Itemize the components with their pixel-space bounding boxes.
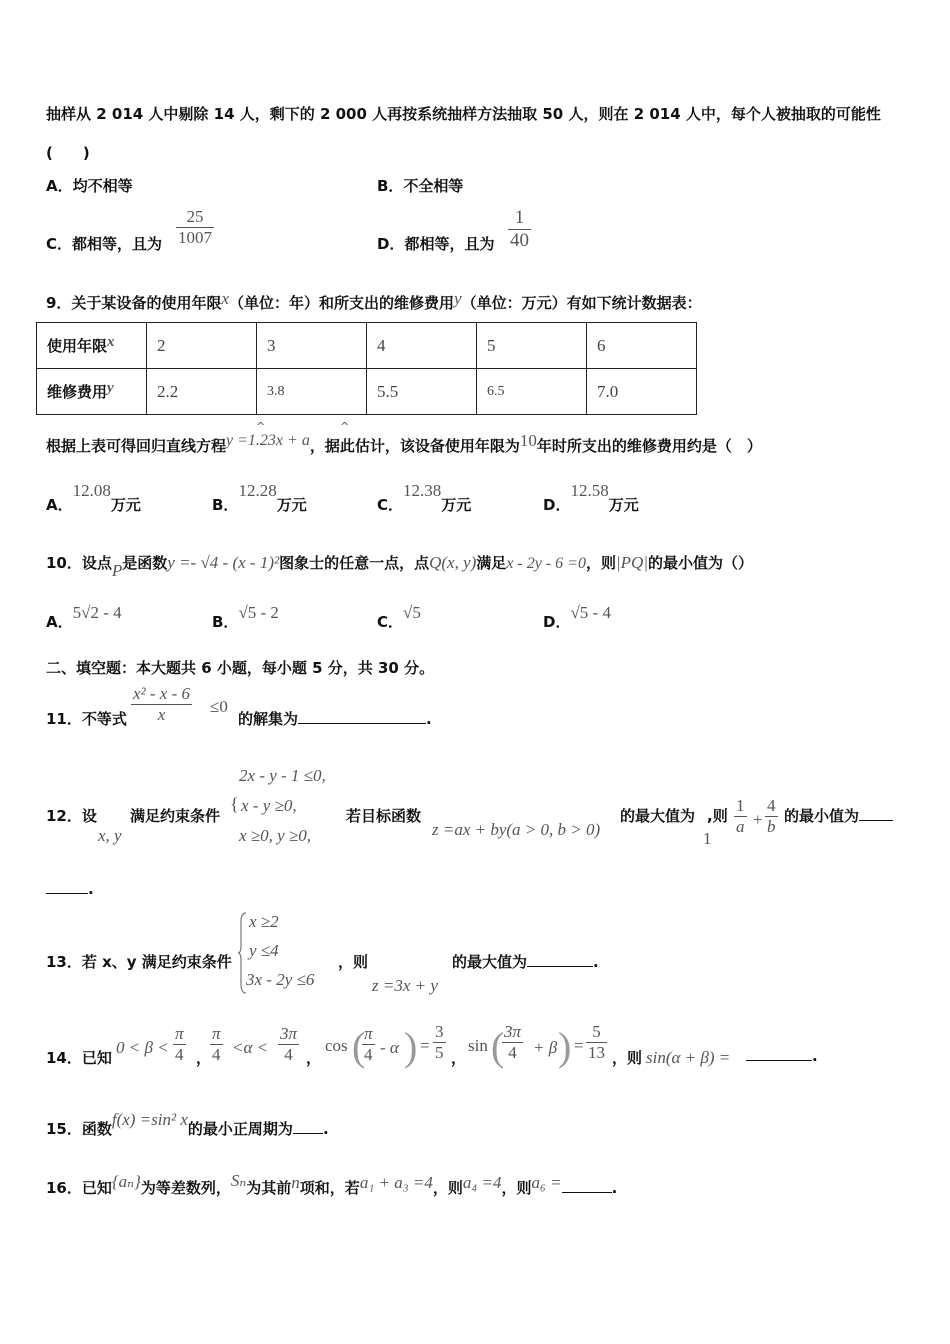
q10-point-q: Q(x, y) [429,553,477,572]
q9-regression-line [46,431,762,456]
q16-target: a₆ = [531,1173,562,1192]
q10-condition: x - 2y - 6 =0 [506,555,586,572]
q10-option-b: B．√5 - 2 [212,603,279,631]
q9-data-table [36,322,697,415]
q14-five-thirteenths: $\frac{5}{13}$ [588,1022,605,1062]
table-row-years [37,323,697,369]
q14-sin-inner: + β [533,1038,558,1057]
q10-distance-pq: |PQ| [615,553,648,572]
q13-constraint-2: y ≤4 [249,941,279,960]
q8-option-a: A．均不相等 [46,177,133,195]
q15-stem: 15．函数f(x) =sin² x的最小正周期为 . [46,1110,329,1138]
q12-objective: z =ax + by(a > 0, b > 0) [432,820,601,839]
q11-answer-blank[interactable] [298,723,426,724]
q12-plus: + [753,810,763,829]
q14-label: 14．已知 [46,1049,112,1067]
q12-fraction-2: $\frac{4}{b}$ [767,796,776,836]
q12-constraint-3: x ≥0, y ≥0, [239,826,312,845]
q9-var-x: x [221,289,229,308]
paren-left-icon-2: ( [491,1024,505,1069]
q9-option-a: A．12.08万元 [46,481,141,514]
q12-answer-blank-1[interactable] [859,820,893,821]
q9-line-part3: 年时所支出的维修费用约是（ ） [536,437,762,455]
q8-paren: ( ) [46,144,90,162]
q14-sin-3pi-over-4: $\frac{3\pi}{4}$ [504,1022,522,1062]
table-cell-cost: 6.5 [477,369,587,415]
q9-var-y: y [454,289,462,308]
q8-option-c-fraction [176,207,214,248]
paren-left-icon: ( [352,1024,366,1069]
section-heading-fill-in: 二、填空题：本大题共 6 小题，每小题 5 分，共 30 分。 [46,659,435,677]
q14-alpha-range: <α < [232,1038,269,1057]
q12-constraint-2: x - y ≥0, [241,796,297,815]
q10-point-p: P [111,561,123,580]
q16-condition-2: a₄ =4 [462,1173,502,1192]
q8-option-d-fraction [508,207,531,252]
table-row2-label: 维修费用y [37,369,147,415]
q12-max-label: 的最大值为 [620,807,696,825]
q15-answer-blank[interactable] [293,1133,323,1134]
q13-constraint-1: x ≥2 [249,912,279,931]
q12-vars: x, y [98,826,122,845]
q9-years-ten: 10 [519,431,537,450]
hat-a-icon: ^ [340,420,350,433]
q16-condition-1: a₁ + a₃ =4 [359,1173,433,1192]
q12-constraint-1: 2x - y - 1 ≤0, [239,766,326,785]
q9-line-part1: 根据上表可得回归直线方程 [46,437,227,455]
brace-icon: { [230,794,239,814]
q10-option-d: D．√5 - 4 [543,603,611,631]
q8-option-c: C．都相等，且为 [46,235,163,253]
q8-c-denominator: 1007 [178,228,212,247]
table-cell-cost: 2.2 [147,369,257,415]
q16-sequence: {aₙ} [111,1172,141,1191]
q12-answer-continued: . [46,880,94,898]
q12-constraint-label: 满足约束条件 [130,807,221,825]
table-cell-year: 5 [477,323,587,369]
q14-beta-range: 0 < β < [116,1038,169,1057]
q9-stem-part1: 9．关于某设备的使用年限 [46,294,222,312]
table-cell-cost: 7.0 [587,369,697,415]
q9-option-c: C．12.38万元 [377,481,472,514]
q8-option-d: D．都相等，且为 [377,235,495,253]
q13-label: 13．若 x、y 满足约束条件 [46,953,232,971]
table-cell-cost: 5.5 [367,369,477,415]
q14-sin: sin [468,1036,488,1055]
q12-fraction-1: $\frac{1}{a}$ [736,796,745,836]
q13-tail: 的最大值为 . [452,953,599,971]
q12-objective-label: 若目标函数 [346,807,422,825]
q11-relation: ≤0 [210,697,228,716]
q14-eq-1: = [420,1036,430,1055]
q9-regression-equation: y =1.23x + a [226,432,310,449]
q12-max-value: 1 [703,829,712,848]
q10-option-a: A．5√2 - 4 [46,603,122,631]
table-cell-year: 3 [257,323,367,369]
q9-option-b: B．12.28万元 [212,481,307,514]
q13-constraint-3: 3x - 2y ≤6 [246,970,315,989]
q11-numerator: x² - x - 6 [133,684,191,703]
q13-objective: z =3x + y [372,976,438,995]
q16-stem: 16．已知{aₙ}为等差数列，Sₙ为其前n项和，若a₁ + a₃ =4，则a₄ =4，则a₆ = . [46,1171,618,1197]
q9-stem-part2: （单位：年）和所支出的维修费用 [229,294,455,312]
table-cell-year: 2 [147,323,257,369]
q16-n: n [291,1173,300,1192]
table-cell-cost: 3.8 [257,369,367,415]
q8-stem: 抽样从 2 014 人中剔除 14 人，剩下的 2 000 人再按系统抽样方法抽取 50 人，则在 2 014 人中，每个人被抽取的可能性 [46,105,881,123]
q10-option-c: C．√5 [377,603,421,631]
table-row1-label: 使用年限x [37,323,147,369]
q14-cos-pi-over-4: $\frac{\pi}{4}$ [364,1024,373,1064]
q9-stem-part3: （单位：万元）有如下统计数据表： [461,294,702,312]
q15-function: f(x) =sin² x [111,1110,188,1129]
q11-tail: 的解集为 . [238,710,432,728]
q8-d-numerator: 1 [514,207,525,228]
table-row-costs [37,369,697,415]
q16-answer-blank[interactable] [562,1192,612,1193]
q14-cos-inner: - α [380,1038,399,1057]
q14-three-fifths: $\frac{3}{5}$ [435,1022,444,1062]
q14-comma-3: ， [451,1049,467,1067]
q14-cos: cos [325,1036,348,1055]
q14-tail: . [746,1047,818,1065]
q9-stem [46,289,702,313]
table-cell-year: 4 [367,323,477,369]
q10-stem: 10．设点P是函数y =- √4 - (x - 1)²图象士的任意一点，点Q(x, y)满足x - 2y - 6 =0，则|PQ|的最小值为（） [46,553,754,580]
q8-d-denominator: 40 [510,230,529,251]
q8-c-numerator: 25 [186,207,204,226]
q14-then: ，则 [612,1049,643,1067]
q11-denominator: x [131,704,192,725]
q9-option-d: D．12.58万元 [543,481,639,514]
q16-partial-sum: Sₙ [230,1171,247,1190]
q14-3pi-over-4: $\frac{3\pi}{4}$ [280,1024,298,1064]
q12-label: 12．设 [46,807,97,825]
hat-y-icon: ^ [256,420,266,433]
q14-comma-1: ， [196,1049,212,1067]
q14-answer-blank[interactable] [746,1060,812,1061]
q14-eq-2: = [574,1036,584,1055]
q12-then: ,则 [707,807,728,825]
q13-answer-blank[interactable] [527,966,593,967]
table-cell-year: 6 [587,323,697,369]
q11-fraction [131,684,192,725]
paren-right-icon: ) [404,1024,418,1069]
paren-right-icon-2: ) [558,1024,572,1069]
q14-target: sin(α + β) = [646,1048,731,1067]
q13-then: ，则 [338,953,369,971]
q11-label: 11．不等式 [46,710,127,728]
q8-option-b: B．不全相等 [377,177,464,195]
q12-answer-blank-2[interactable] [46,893,88,894]
q9-line-part2: ，据此估计，该设备使用年限为 [309,437,520,455]
q12-min-label: 的最小值为 [784,805,893,826]
q10-function: y =- √4 - (x - 1)² [167,553,280,572]
q14-pi-over-4-b: $\frac{\pi}{4}$ [212,1024,221,1064]
q14-comma-2: ， [306,1049,322,1067]
q14-pi-over-4: $\frac{\pi}{4}$ [175,1024,184,1064]
